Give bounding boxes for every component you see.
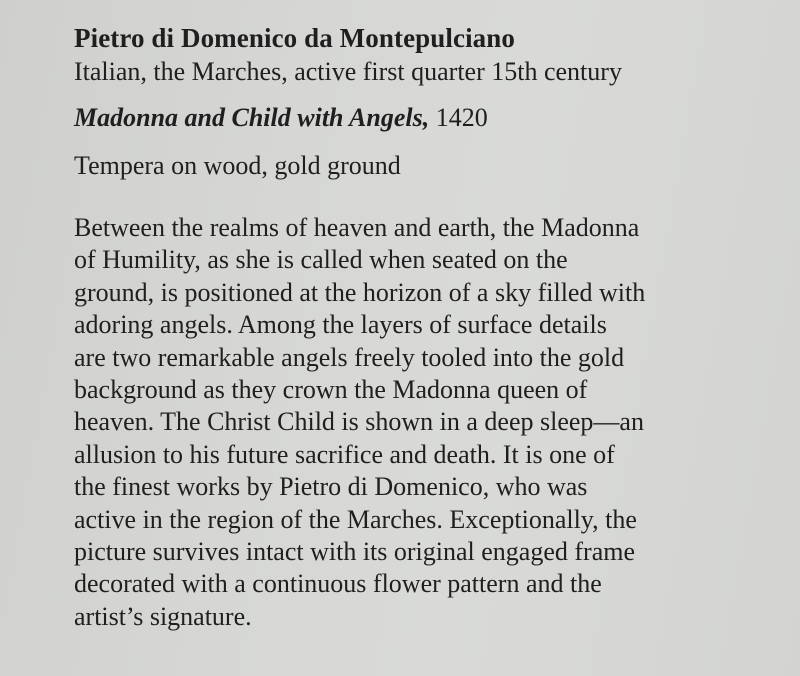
description-line: are two remarkable angels freely tooled into the gold: [74, 342, 625, 372]
description-line: Between the realms of heaven and earth, the Madonna: [74, 213, 640, 242]
description-line: picture survives intact with its original engaged frame: [74, 537, 635, 567]
description-line: decorated with a continuous flower pattern and the: [74, 569, 602, 599]
museum-label: [74, 22, 774, 633]
artist-name: Pietro di Domenico da Montepulciano: [74, 23, 515, 53]
artwork-title: Madonna and Child with Angels,: [74, 103, 430, 132]
artwork-title-line: [74, 102, 774, 134]
description-line: adoring angels. Among the layers of surface details: [74, 310, 607, 340]
description-line: of Humility, as she is called when seated on the: [74, 245, 568, 275]
artwork-medium: Tempera on wood, gold ground: [74, 151, 401, 180]
description-line: active in the region of the Marches. Exceptionally, the: [74, 504, 637, 534]
description-line: artist’s signature.: [74, 601, 252, 631]
description-line: ground, is positioned at the horizon of a sky filled with: [74, 277, 646, 307]
artist-origin: Italian, the Marches, active first quarter 15th century: [74, 57, 622, 86]
artwork-year: 1420: [435, 103, 488, 132]
description-line: background as they crown the Madonna queen of: [74, 375, 588, 405]
description-line: allusion to his future sacrifice and death. It is one of: [74, 439, 615, 469]
artwork-description: [74, 212, 714, 633]
description-line: the finest works by Pietro di Domenico, who was: [74, 472, 588, 502]
description-line: heaven. The Christ Child is shown in a deep sleep—an: [74, 407, 644, 437]
